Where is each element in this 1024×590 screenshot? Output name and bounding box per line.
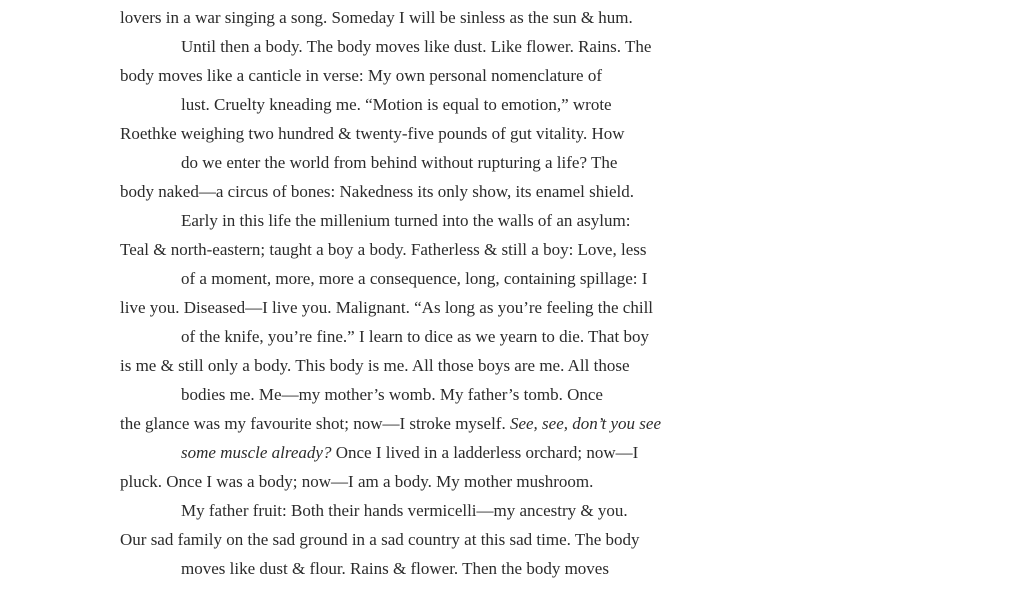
poem-line-20: moves like dust & flour. Rains & flower. Then the body moves — [181, 559, 609, 578]
poem-line-4: lust. Cruelty kneading me. “Motion is equal to emotion,” wrote — [181, 95, 612, 114]
poem-line-7: body naked—a circus of bones: Nakedness its only show, its enamel shield. — [120, 182, 634, 201]
poem-line-18: My father fruit: Both their hands vermicelli—my ancestry & you. — [181, 501, 628, 520]
poem-line-17: pluck. Once I was a body; now—I am a body. My mother mushroom. — [120, 472, 594, 491]
poem-line-5: Roethke weighing two hundred & twenty-five pounds of gut vitality. How — [120, 124, 625, 143]
poem-line-13: is me & still only a body. This body is me. All those boys are me. All those — [120, 356, 630, 375]
poem-line-6: do we enter the world from behind without rupturing a life? The — [181, 153, 618, 172]
poem-line-16-italic: some muscle already? — [181, 443, 332, 462]
poem-line-8: Early in this life the millenium turned into the walls of an asylum: — [181, 211, 631, 230]
poem-line-9: Teal & north-eastern; taught a boy a body. Fatherless & still a boy: Love, less — [120, 240, 647, 259]
poem-line-10: of a moment, more, more a consequence, long, containing spillage: I — [181, 269, 648, 288]
poem-line-12: of the knife, you’re fine.” I learn to dice as we yearn to die. That boy — [181, 327, 649, 346]
poem-line-16: some muscle already? Once I lived in a ladderless orchard; now—I — [181, 443, 639, 462]
poem-line-3: body moves like a canticle in verse: My own personal nomenclature of — [120, 66, 602, 85]
poem-line-15-italic: See, see, don’t you see — [509, 414, 662, 433]
poem-line-1: lovers in a war singing a song. Someday I will be sinless as the sun & hum. — [120, 8, 633, 27]
poem-line-15: the glance was my favourite shot; now—I stroke myself. See, see, don’t you see — [120, 414, 662, 433]
poem-line-11: live you. Diseased—I live you. Malignant. “As long as you’re feeling the chill — [120, 298, 654, 317]
poem-line-2: Until then a body. The body moves like dust. Like flower. Rains. The — [181, 37, 652, 56]
poem-line-14: bodies me. Me—my mother’s womb. My father’s tomb. Once — [181, 385, 603, 404]
poem-line-19: Our sad family on the sad ground in a sad country at this sad time. The body — [120, 530, 640, 549]
